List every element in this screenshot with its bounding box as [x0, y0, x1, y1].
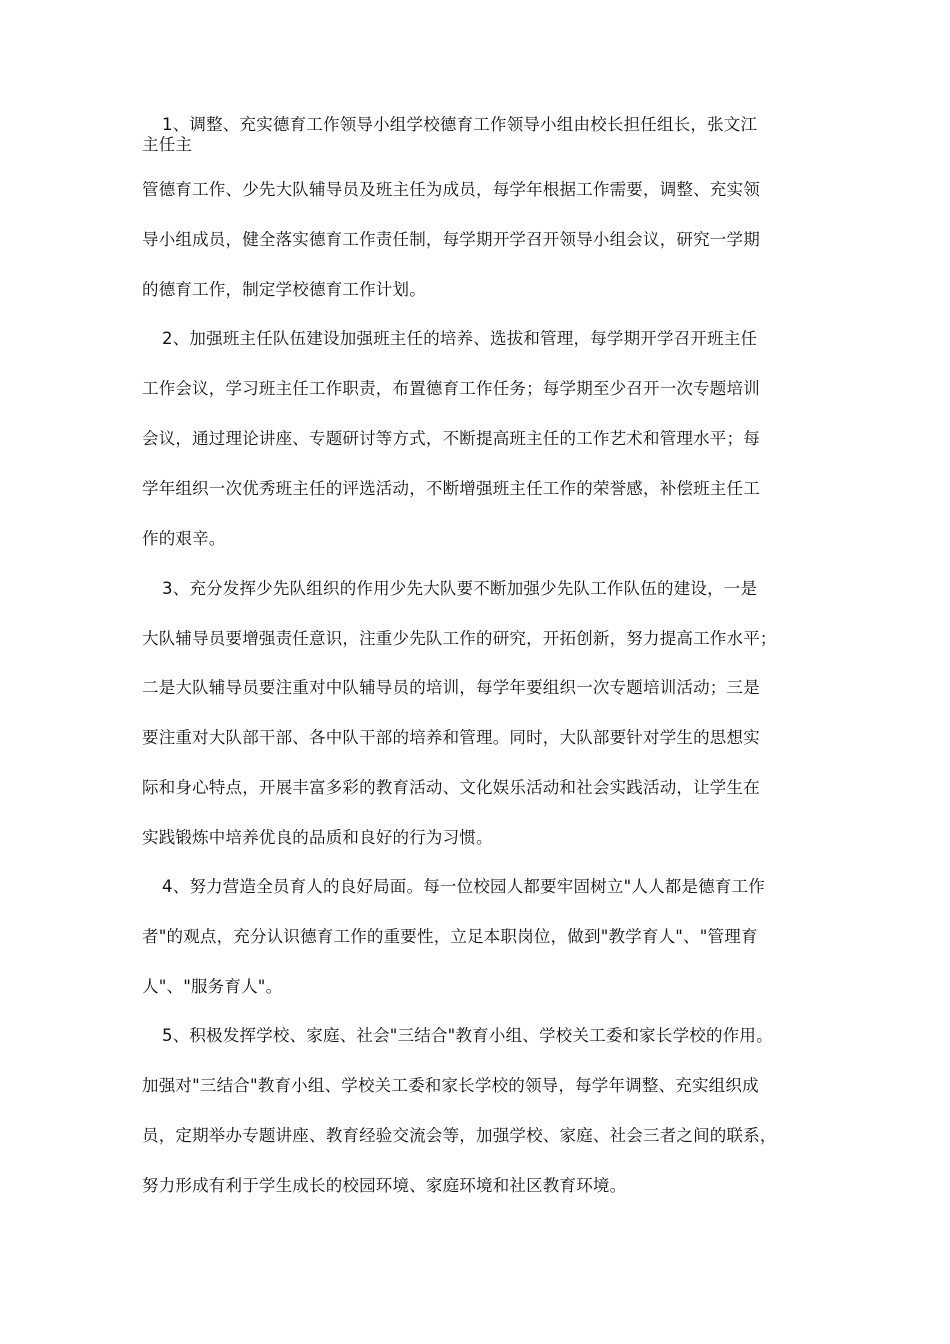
paragraph-4-line-1: 4、努力营造全员育人的良好局面。每一位校园人都要牢固树立"人人都是德育工作	[162, 877, 765, 896]
paragraph-3-line-4: 要注重对大队部干部、各中队干部的培养和管理。同时，大队部要针对学生的思想实	[142, 728, 760, 747]
paragraph-4-line-3: 人"、"服务育人"。	[142, 977, 283, 996]
paragraph-5-line-2: 加强对"三结合"教育小组、学校关工委和家长学校的领导，每学年调整、充实组织成	[142, 1076, 759, 1095]
paragraph-2-line-4: 学年组织一次优秀班主任的评选活动，不断增强班主任工作的荣誉感，补偿班主任工	[142, 479, 760, 498]
paragraph-3-line-3: 二是大队辅导员要注重对中队辅导员的培训，每学年要组织一次专题培训活动；三是	[142, 678, 760, 697]
paragraph-1-line-5: 的德育工作，制定学校德育工作计划。	[142, 280, 426, 299]
paragraph-2-line-3: 会议，通过理论讲座、专题研讨等方式，不断提高班主任的工作艺术和管理水平；每	[142, 429, 760, 448]
paragraph-4-line-2: 者"的观点，充分认识德育工作的重要性，立足本职岗位，做到"教学育人"、"管理育	[142, 927, 758, 946]
paragraph-1-line-1: 1、调整、充实德育工作领导小组学校德育工作领导小组由校长担任组长，张文江	[162, 115, 758, 134]
paragraph-5-line-3: 员，定期举办专题讲座、教育经验交流会等，加强学校、家庭、社会三者之间的联系，	[142, 1126, 777, 1145]
paragraph-1-line-4: 导小组成员，健全落实德育工作责任制，每学期开学召开领导小组会议，研究一学期	[142, 230, 760, 249]
paragraph-3-line-5: 际和身心特点，开展丰富多彩的教育活动、文化娱乐活动和社会实践活动，让学生在	[142, 778, 760, 797]
paragraph-5-line-4: 努力形成有利于学生成长的校园环境、家庭环境和社区教育环境。	[142, 1176, 627, 1195]
paragraph-1-line-3: 管德育工作、少先大队辅导员及班主任为成员，每学年根据工作需要，调整、充实领	[142, 180, 760, 199]
paragraph-3-line-6: 实践锻炼中培养优良的品质和良好的行为习惯。	[142, 828, 493, 847]
paragraph-1-line-2: 主任主	[142, 135, 193, 154]
paragraph-2-line-1: 2、加强班主任队伍建设加强班主任的培养、选拔和管理，每学期开学召开班主任	[162, 329, 758, 348]
paragraph-3-line-1: 3、充分发挥少先队组织的作用少先大队要不断加强少先队工作队伍的建设，一是	[162, 579, 758, 598]
paragraph-2-line-2: 工作会议，学习班主任工作职责，布置德育工作任务；每学期至少召开一次专题培训	[142, 379, 760, 398]
paragraph-2-line-5: 作的艰辛。	[142, 529, 226, 548]
paragraph-5-line-1: 5、积极发挥学校、家庭、社会"三结合"教育小组、学校关工委和家长学校的作用。	[162, 1026, 773, 1045]
paragraph-3-line-2: 大队辅导员要增强责任意识，注重少先队工作的研究，开拓创新，努力提高工作水平；	[142, 629, 777, 648]
